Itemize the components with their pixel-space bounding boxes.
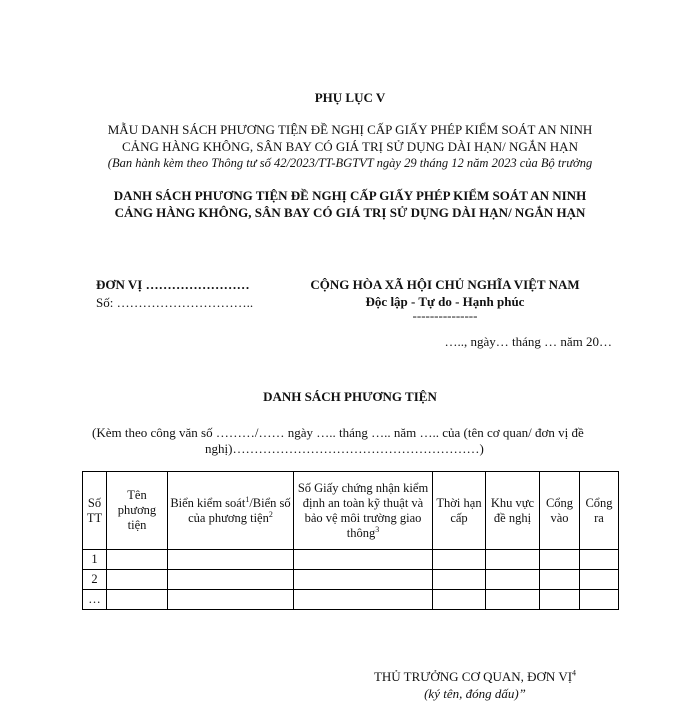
form-title-line1: MẪU DANH SÁCH PHƯƠNG TIỆN ĐỀ NGHỊ CẤP GIẤY PHÉP KIỂM SOÁT AN NINH <box>107 122 593 137</box>
table-cell <box>580 570 619 590</box>
table-cell <box>107 590 168 610</box>
motto-underline: --------------- <box>412 308 478 323</box>
row-stt: 1 <box>83 550 107 570</box>
header-certificate: Số Giấy chứng nhận kiểm định an toàn kỹ thuật và bảo vệ môi trường giao thông$^3$ <box>294 472 433 550</box>
header-area: Khu vực đề nghị <box>486 472 540 550</box>
table-cell <box>168 590 294 610</box>
table-cell <box>107 570 168 590</box>
table-cell <box>486 570 540 590</box>
appendix-title: PHỤ LỤC V <box>314 90 386 105</box>
nation-name: CỘNG HÒA XÃ HỘI CHỦ NGHĨA VIỆT NAM <box>310 277 580 292</box>
row-stt: … <box>83 590 107 610</box>
header-gate-in: Cổng vào <box>540 472 580 550</box>
table-cell <box>433 550 486 570</box>
table-cell <box>580 590 619 610</box>
table-cell <box>168 550 294 570</box>
table-row <box>83 590 619 610</box>
signer-note: (ký tên, đóng dấu)” <box>424 686 526 701</box>
table-cell <box>433 570 486 590</box>
attached-note-line2: nghị)…………………………………………………) <box>205 441 484 456</box>
national-motto: Độc lập - Tự do - Hạnh phúc <box>365 294 525 309</box>
table-cell <box>540 550 580 570</box>
header-plate: Biển kiểm soát$^1$/Biển số của phương tiện$^2$ <box>168 472 294 550</box>
table-cell <box>580 550 619 570</box>
issuance-note: (Ban hành kèm theo Thông tư số 42/2023/TT-BGTVT ngày 29 tháng 12 năm 2023 của Bộ trưởng <box>107 156 593 170</box>
table-cell <box>433 590 486 610</box>
table-cell <box>294 550 433 570</box>
table-header-row <box>83 472 619 550</box>
header-gate-out: Cổng ra <box>580 472 619 550</box>
table-cell <box>294 570 433 590</box>
table-cell <box>168 570 294 590</box>
header-vehicle-name: Tên phương tiện <box>107 472 168 550</box>
table-cell <box>540 570 580 590</box>
header-term: Thời hạn cấp <box>433 472 486 550</box>
vehicle-table <box>82 471 619 610</box>
row-stt: 2 <box>83 570 107 590</box>
list-title-line1: DANH SÁCH PHƯƠNG TIỆN ĐỀ NGHỊ CẤP GIẤY PHÉP KIỂM SOÁT AN NINH <box>113 188 587 203</box>
table-row <box>83 570 619 590</box>
vehicle-list-title: DANH SÁCH PHƯƠNG TIỆN <box>263 389 437 404</box>
table-cell <box>294 590 433 610</box>
signer-title: THỦ TRƯỞNG CƠ QUAN, ĐƠN VỊ$^4$ <box>373 668 577 684</box>
table-cell <box>107 550 168 570</box>
unit-label: ĐƠN VỊ …………………… <box>96 277 250 292</box>
header-stt: Số TT <box>83 472 107 550</box>
form-title-line2: CẢNG HÀNG KHÔNG, SÂN BAY CÓ GIÁ TRỊ SỬ DỤNG DÀI HẠN/ NGẮN HẠN <box>122 139 578 154</box>
table-cell <box>540 590 580 610</box>
date-line: ….., ngày… tháng … năm 20… <box>444 334 612 349</box>
table-cell <box>486 590 540 610</box>
table-row <box>83 550 619 570</box>
list-title-line2: CẢNG HÀNG KHÔNG, SÂN BAY CÓ GIÁ TRỊ SỬ DỤNG DÀI HẠN/ NGẮN HẠN <box>114 205 586 220</box>
table-cell <box>486 550 540 570</box>
attached-note-line1: (Kèm theo công văn số ………/…… ngày ….. tháng ….. năm ….. của (tên cơ quan/ đơn vị đề <box>92 425 584 440</box>
document-number: Số: ………………………….. <box>96 295 254 310</box>
